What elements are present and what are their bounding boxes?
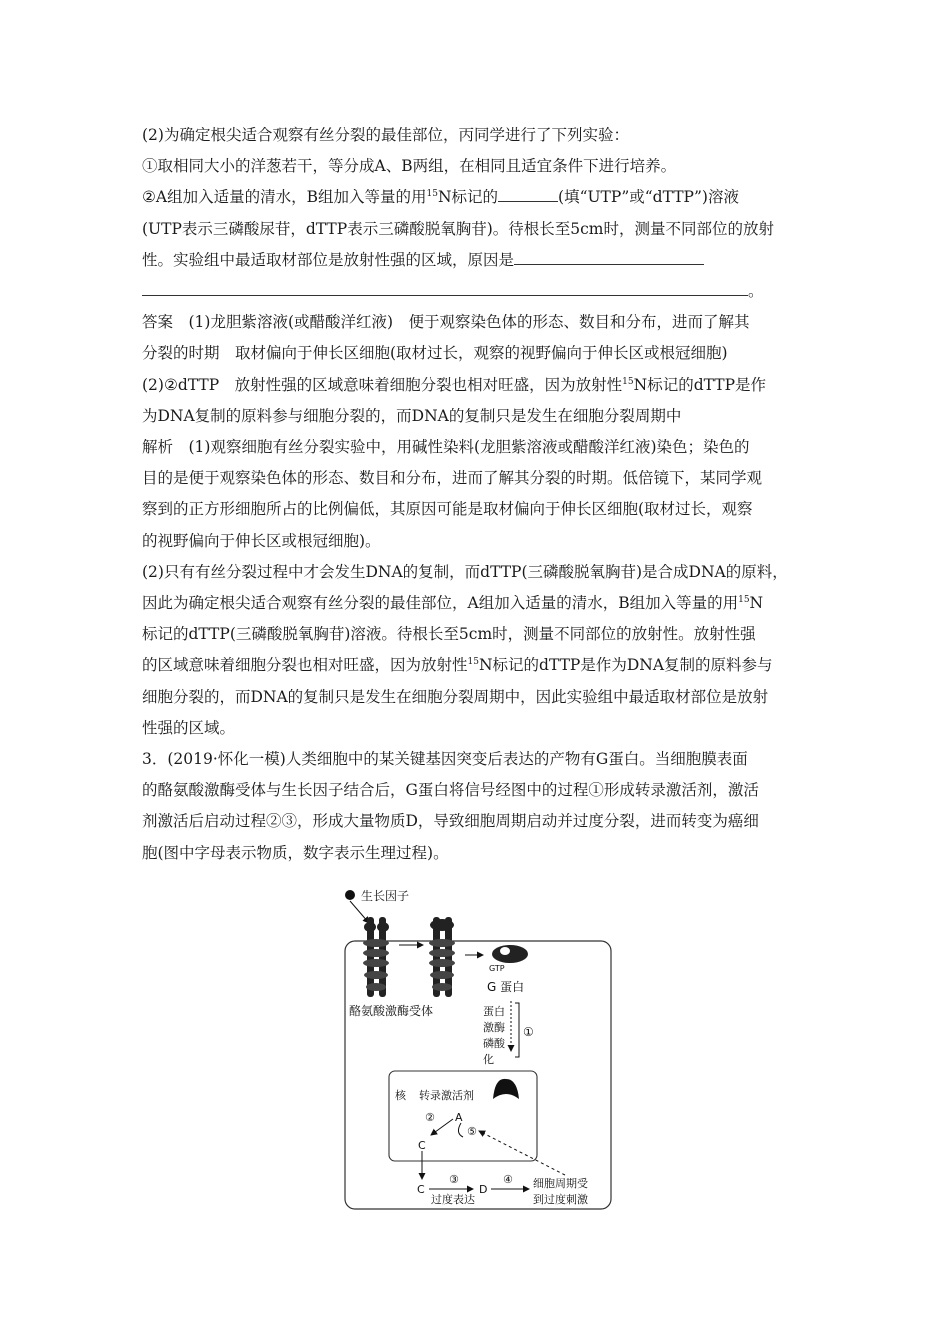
letter-a: A: [455, 1111, 463, 1124]
step3-label: ③: [449, 1173, 459, 1186]
part2-step2-line1: ②A组加入适量的清水，B组加入等量的用$^{15}$N标记的 (填“UTP”或“dTTP”)溶液: [142, 182, 810, 213]
gtp-label: GTP: [489, 964, 505, 973]
part2-step2-line2: (UTP表示三磷酸尿苷，dTTP表示三磷酸脱氧胸苷)。待根长至5cm时，测量不同部位的放射: [142, 219, 774, 238]
letter-c-outside: C: [417, 1183, 425, 1196]
analysis-line8: 的区域意味着细胞分裂也相对旺盛，因为放射性$^{15}$N标记的dTTP是作为DNA复制的原料参与: [142, 656, 773, 675]
letter-d: D: [479, 1183, 488, 1196]
receptor-icon: [363, 917, 389, 997]
kinase-bracket: [515, 1003, 519, 1057]
g-protein-icon: [489, 945, 528, 973]
part2-answer-line: 。: [142, 276, 810, 307]
part2-step2-line3: 性。实验组中最适取材部位是放射性强的区域，原因是: [142, 245, 810, 276]
part2-intro: (2)为确定根尖适合观察有丝分裂的最佳部位，丙同学进行了下列实验：: [142, 126, 629, 144]
question3-line3: 剂激活后启动过程②③，形成大量物质D，导致细胞周期启动并过度分裂，进而转变为癌细: [142, 812, 759, 831]
part2-step1: ①取相同大小的洋葱若干，等分成A、B两组，在相同且适宜条件下进行培养。: [142, 157, 677, 176]
kinase-text-1: 蛋白: [483, 1005, 505, 1018]
receptor-label: 酪氨酸激酶受体: [349, 1004, 434, 1018]
loop-arrow: [458, 1123, 463, 1137]
step2-label: ②: [425, 1111, 435, 1124]
analysis-line9: 细胞分裂的，而DNA的复制只是发生在细胞分裂周期中，因此实验组中最适取材部位是放射: [142, 687, 769, 706]
answer-line4: 为DNA复制的原料参与细胞分裂的，而DNA的复制只是发生在细胞分裂周期中: [142, 406, 682, 425]
g-protein-label: G 蛋白: [487, 980, 525, 994]
fill-blank: [498, 183, 558, 202]
growth-factor-label: 生长因子: [361, 889, 410, 903]
analysis-line6: 因此为确定根尖适合观察有丝分裂的最佳部位，A组加入适量的清水，B组加入等量的用$^{15}$N: [142, 594, 764, 613]
fill-blank: [142, 277, 748, 296]
step5-label: ⑤: [467, 1125, 477, 1138]
activator-icon: [493, 1079, 519, 1099]
feedback-arrow: [479, 1131, 565, 1175]
analysis-line3: 察到的正方形细胞所占的比例偏低，其原因可能是取材偏向于伸长区细胞(取材过长，观察: [142, 500, 753, 519]
cycle-label-line2: 到过度刺激: [533, 1193, 588, 1206]
answer-line2: 分裂的时期 取材偏向于伸长区细胞(取材过长，观察的视野偏向于伸长区或根冠细胞): [142, 344, 728, 363]
answer-line3: (2)②dTTP 放射性强的区域意味着细胞分裂也相对旺盛，因为放射性$^{15}$N标记的dTTP是作: [142, 375, 767, 394]
analysis-line5: (2)只有有丝分裂过程中才会发生DNA的复制，而dTTP(三磷酸脱氧胸苷)是合成DNA的原料，: [142, 562, 788, 581]
fill-blank: [514, 246, 704, 265]
nucleus-label: 核: [395, 1089, 406, 1102]
growth-factor-dot: [345, 890, 355, 900]
analysis-line4: 的视野偏向于伸长区或根冠细胞)。: [142, 531, 381, 550]
step4-label: ④: [503, 1173, 513, 1186]
question3-line4: 胞(图中字母表示物质，数字表示生理过程)。: [142, 843, 449, 862]
question3-line2: 的酪氨酸激酶受体与生长因子结合后，G蛋白将信号经图中的过程①形成转录激活剂，激活: [142, 781, 759, 800]
analysis-line1: 解析 (1)观察细胞有丝分裂实验中，用碱性染料(龙胆紫溶液或醋酸洋红液)染色；染色的: [142, 438, 750, 457]
cycle-label-line1: 细胞周期受: [533, 1177, 588, 1190]
step1-label: ①: [523, 1025, 534, 1039]
kinase-text-2: 激酶: [483, 1021, 505, 1034]
growth-factor-arrow: [350, 901, 369, 923]
analysis-line2: 目的是便于观察染色体的形态、数目和分布，进而了解其分裂的时期。低倍镜下，某同学观: [142, 469, 763, 488]
analysis-line7: 标记的dTTP(三磷酸脱氧胸苷)溶液。待根长至5cm时，测量不同部位的放射性。放射性强: [142, 625, 756, 644]
activated-receptor-icon: [429, 917, 455, 997]
document-body: [142, 120, 810, 869]
letter-c-inside: C: [418, 1139, 426, 1152]
kinase-text-3: 磷酸: [483, 1037, 505, 1050]
overexpress-label: 过度表达: [431, 1193, 475, 1206]
answer-line1: 答案 (1)龙胆紫溶液(或醋酸洋红液) 便于观察染色体的形态、数目和分布，进而了解其: [142, 313, 750, 332]
analysis-line10: 性强的区域。: [142, 718, 236, 737]
kinase-text-4: 化: [483, 1053, 494, 1066]
question3-line1: 3．(2019·怀化一模)人类细胞中的某关键基因突变后表达的产物有G蛋白。当细胞膜表面: [142, 750, 748, 769]
activator-label: 转录激活剂: [419, 1089, 474, 1102]
signaling-diagram: [333, 883, 617, 1213]
